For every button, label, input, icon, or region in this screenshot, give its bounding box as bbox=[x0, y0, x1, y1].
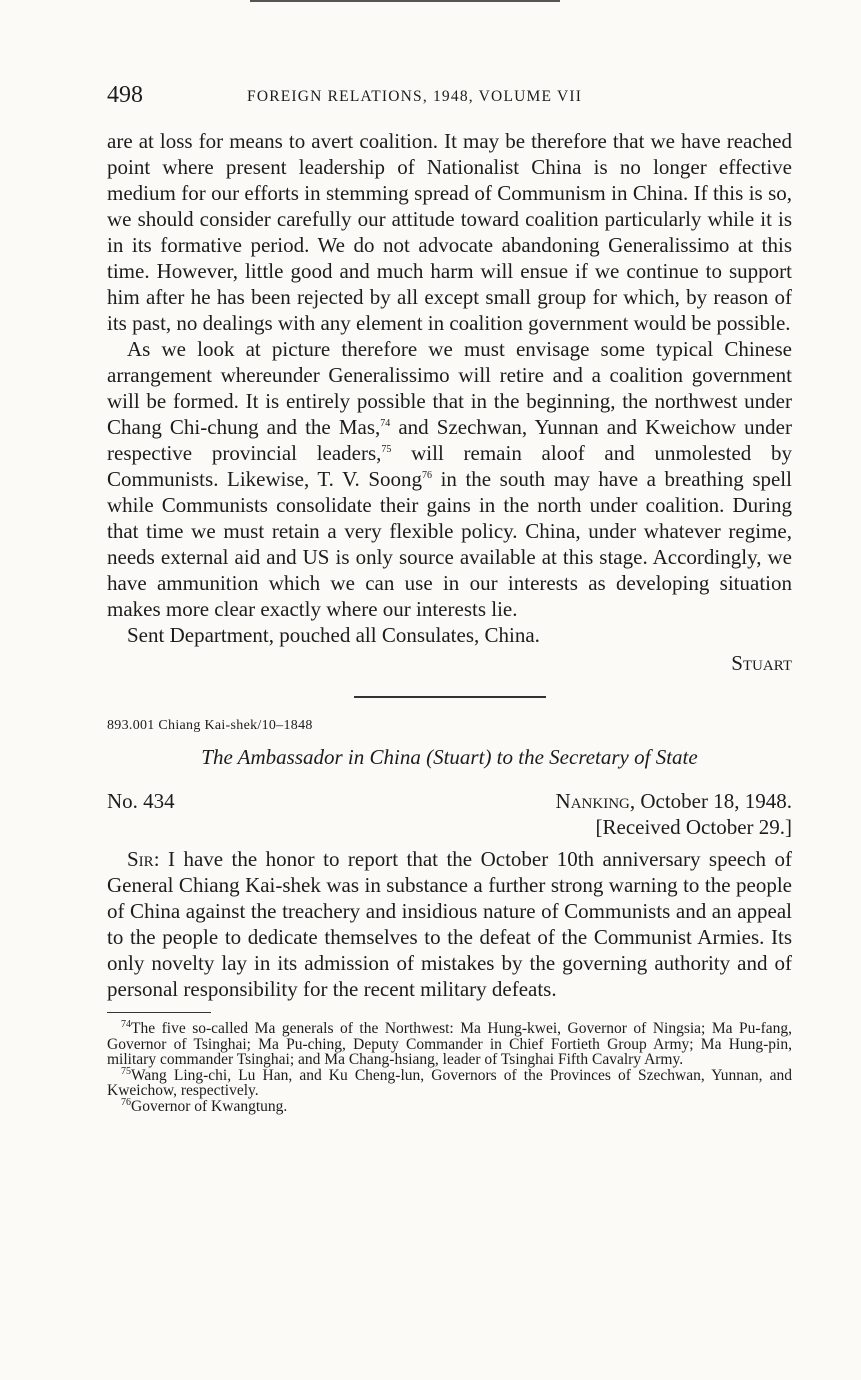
paragraph-continuation: are at loss for means to avert coalition. It may be therefore that we have reached point where present leadership of Nationalist China is no longer effective medium for our efforts in stemming spread of Communism in China. If this is so, we should consider carefully our attitude toward coalition particularly while it is in its formative period. We do not advocate abandoning Generalissimo at this time. However, little good and much harm will ensue if we continue to support him after he has been rejected by all except small group for which, by reason of its past, no dealings with any element in coalition government would be possible. bbox=[107, 129, 792, 335]
paragraph-outlook-part-3: will remain aloof and unmolested by Communists. Likewise, T. V. Soong bbox=[107, 441, 793, 491]
footnote-75 bbox=[107, 1065, 792, 1099]
dateline bbox=[556, 788, 792, 814]
document-number-date-row bbox=[107, 788, 792, 814]
page-header bbox=[107, 82, 791, 112]
paragraph-distribution: Sent Department, pouched all Consulates, China. bbox=[127, 623, 540, 647]
file-reference: 893.001 Chiang Kai-shek/10–1848 bbox=[107, 717, 313, 733]
footnotes bbox=[107, 1018, 792, 1115]
footnote-mark-74: 74 bbox=[121, 1018, 131, 1030]
footnote-text-75: Wang Ling-chi, Lu Han, and Ku Cheng-lun, Governors of the Provinces of Szechwan, Yunnan, and Kweichow, respectively. bbox=[107, 1066, 792, 1099]
footnote-74 bbox=[107, 1018, 792, 1068]
dateline-date: October 18, 1948. bbox=[635, 788, 792, 813]
salutation: Sir bbox=[127, 846, 154, 871]
footnote-ref-76: 76 bbox=[422, 470, 433, 481]
page-body bbox=[107, 128, 792, 1114]
footnote-rule bbox=[107, 1012, 211, 1014]
running-title: FOREIGN RELATIONS, 1948, VOLUME VII bbox=[247, 88, 583, 105]
footnote-ref-75: 75 bbox=[381, 444, 392, 455]
paragraph-outlook-part-2: and Szechwan, Yunnan and Kweichow under respective provincial leaders, bbox=[107, 415, 792, 465]
footnote-76 bbox=[107, 1096, 792, 1115]
document-title: The Ambassador in China (Stuart) to the Secretary of State bbox=[201, 744, 698, 769]
document-number: No. 434 bbox=[107, 788, 175, 813]
section-separator bbox=[354, 696, 546, 698]
top-rule bbox=[250, 0, 560, 2]
signature: Stuart bbox=[731, 651, 792, 675]
page-number: 498 bbox=[107, 82, 143, 108]
footnote-text-76: Governor of Kwangtung. bbox=[131, 1097, 288, 1115]
dateline-place: Nanking, bbox=[555, 788, 636, 813]
report-text: : I have the honor to report that the October 10th anniversary speech of General Chiang Kai-shek was in substance a further strong warning to the people of China against the treachery and insidious nature of Communists and an appeal to the people to dedicate themselves to the defeat of the Communist Armies. Its only novelty lay in its admission of mistakes by the governing authority and of personal responsibility for the recent military defeats. bbox=[107, 846, 792, 1001]
paragraph-outlook-part-4: in the south may have a breathing spell while Communists consolidate their gains in the north under coalition. During that time we must retain a very flexible policy. China, under whatever regime, needs external aid and US is only source available at this stage. Accordingly, we have ammunition which we can use in our interests as developing situation makes more clear exactly where our interests lie. bbox=[107, 467, 792, 621]
paragraph-outlook-part-1: As we look at picture therefore we must envisage some typical Chinese arrangement whereunder Generalissimo will retire and a coalition government will be formed. It is entirely possible that in the beginning, the northwest under Chang Chi-chung and the Mas, bbox=[107, 337, 792, 439]
footnote-ref-74: 74 bbox=[380, 418, 391, 429]
footnote-mark-76: 76 bbox=[121, 1096, 131, 1108]
paragraph-outlook bbox=[107, 336, 792, 622]
received-date: [Received October 29.] bbox=[595, 814, 792, 839]
footnote-text-74: The five so-called Ma generals of the Northwest: Ma Hung-kwei, Governor of Ningsia; Ma Pu-fang, Governor of Tsinghai; Ma Pu-ching, Deputy Commander in Chief Fortieth Group Army; Ma Hung-pin, military commander Tsinghai; and Ma Chang-hsiang, leader of Tsinghai Fifth Cavalry Army. bbox=[107, 1020, 792, 1068]
paragraph-report bbox=[107, 846, 792, 1002]
footnote-mark-75: 75 bbox=[121, 1065, 131, 1077]
